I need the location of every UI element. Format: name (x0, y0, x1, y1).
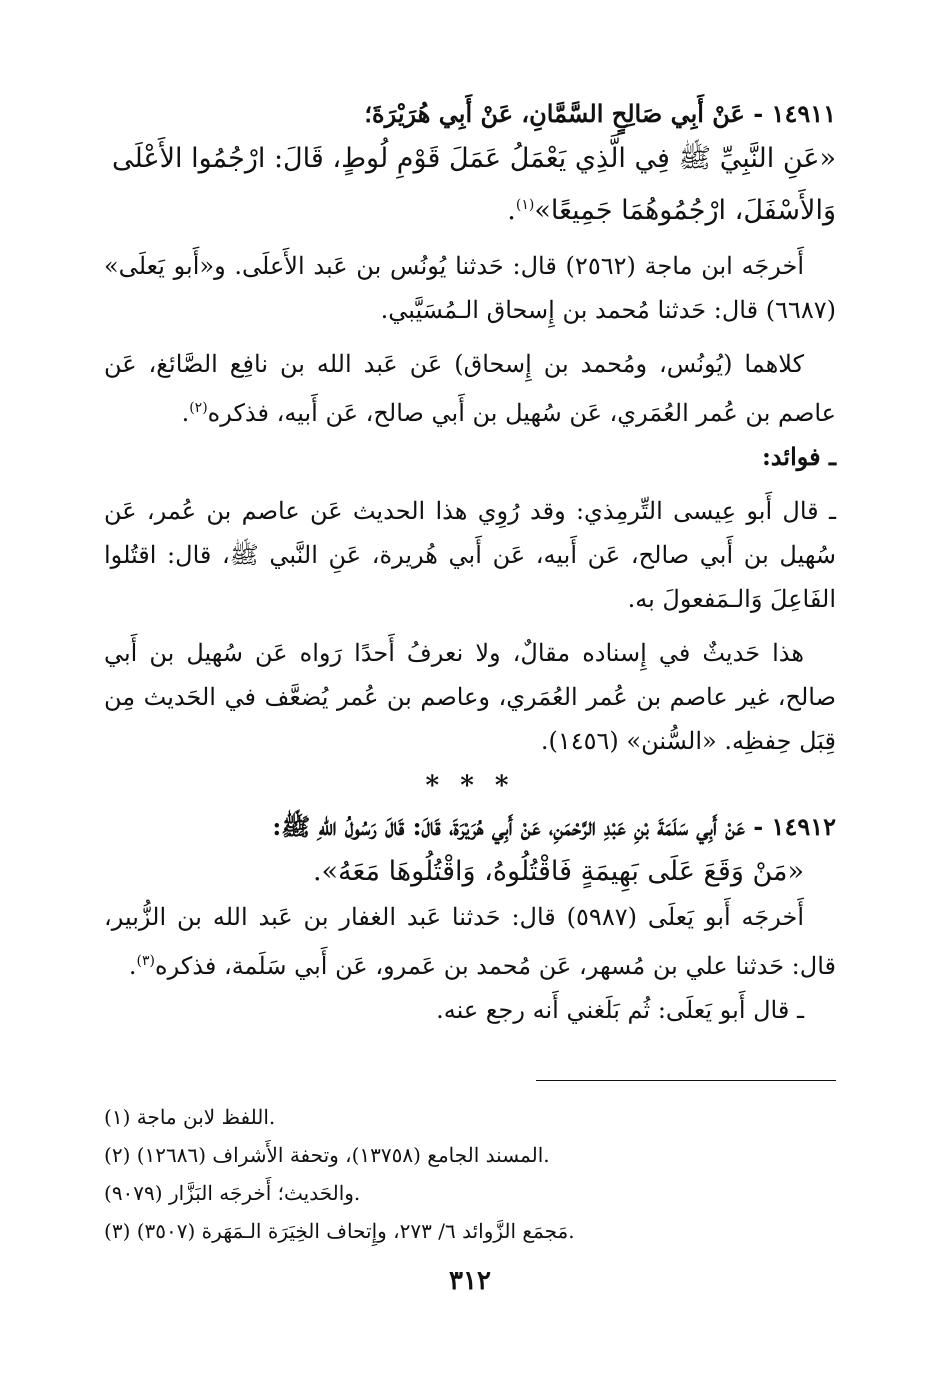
footnote-ref-3: (٣) (136, 953, 155, 969)
hadith-14912-matn: «مَنْ وَقَعَ عَلَى بَهِيمَةٍ فَاقْتُلُوهُ، وَاقْتُلُوهَا مَعَهُ». (312, 856, 804, 887)
footnote-ref-1: (١) (515, 197, 535, 213)
section-separator: * * * (425, 771, 515, 801)
footnote-ref-2: (٢) (189, 400, 208, 416)
takhrij-text: كلاهما (يُونُس، ومُحمد بن إِسحاق) عَن عَبد الله بن نافِع الصَّائغ، عَن عاصم بن عُمر العُمَري، عَن سُهيل بن أَبي صالح، عَن أَبيه، فذكره (104, 350, 836, 427)
footnote-1: (١) اللفظ لابن ماجة. (104, 1105, 276, 1129)
footnotes (104, 1098, 836, 1250)
hadith-14911-isnad: ١٤٩١١ - عَنْ أَبِي صَالِحٍ السَّمَّانِ، عَنْ أَبِي هُرَيْرَةَ؛ (364, 99, 836, 128)
takhrij-paragraph: أَخرجَه أَبو يَعلَى (٥٩٨٧) قال: حَدثنا عَبد الغفار بن عَبد الله بن الزُّبير، قال: حَدثنا علي بن مُسهر، عَن مُحمد بن عَمرو، عَن أَبي سَلَمة، فذكره$^{(٣)}$. (104, 903, 836, 980)
fawaid-paragraph: ـ قال أَبو عِيسى التِّرمِذي: وقد رُوِي هذا الحديث عَن عاصم بن عُمر، عَن سُهيل بن أَبي صالح، عَن أَبيه، عَن أَبي هُريرة، عَنِ النَّبي ﷺ، قال: اقتُلوا الفَاعِلَ وَالـمَفعولَ به. (104, 497, 836, 613)
footnote-2-continuation: والحَديث؛ أَخرجَه البَزَّار (٩٠٧٩). (104, 1181, 361, 1205)
matn-text: «عَنِ النَّبِيِّ ﷺ فِي الَّذِي يَعْمَلُ عَمَلَ قَوْمِ لُوطٍ، قَالَ: ارْجُمُوا الأَعْلَى وَالأَسْفَلَ، ارْجُمُوهُمَا جَمِيعًا» (112, 143, 836, 226)
takhrij-paragraph: كلاهما (يُونُس، ومُحمد بن إِسحاق) عَن عَبد الله بن نافِع الصَّائغ، عَن عاصم بن عُمر العُمَري، عَن سُهيل بن أَبي صالح، عَن أَبيه، فذكره$^{(٢)}$. (104, 350, 836, 427)
abu-yala-note: ـ قال أَبو يَعلَى: ثُم بَلَغني أَنه رجع عنه. (436, 996, 804, 1024)
hadith-14911-matn: «عَنِ النَّبِيِّ ﷺ فِي الَّذِي يَعْمَلُ عَمَلَ قَوْمِ لُوطٍ، قَالَ: ارْجُمُوا الأَعْلَى وَالأَسْفَلَ، ارْجُمُوهُمَا جَمِيعًا»$^{(١)}$. (112, 143, 836, 226)
takhrij-text: أَخرجَه أَبو يَعلَى (٥٩٨٧) قال: حَدثنا عَبد الغفار بن عَبد الله بن الزُّبير، قال: حَدثنا علي بن مُسهر، عَن مُحمد بن عَمرو، عَن أَبي سَلَمة، فذكره (104, 903, 836, 980)
hadith-14912-isnad: ١٤٩١٢ - عَنْ أَبِي سَلَمَةَ بْنِ عَبْدِ الرَّحْمَنِ، عَنْ أَبِي هُرَيْرَةَ، قَالَ: قَالَ رَسُولُ اللهِ ﷺ: (272, 812, 836, 841)
footnote-2: (٢) المسند الجامع (١٣٧٥٨)، وتحفة الأَشراف (١٢٦٨٦). (104, 1143, 550, 1167)
takhrij-paragraph: أَخرجَه ابن ماجة (٢٥٦٢) قال: حَدثنا يُونُس بن عَبد الأَعلَى. و«أَبو يَعلَى» (٦٦٨٧) قال: حَدثنا مُحمد بن إِسحاق الـمُسَيَّبي. (104, 252, 836, 324)
footnote-divider (536, 1080, 836, 1081)
footnote-3: (٣) مَجمَع الزَّوائد ٦/ ٢٧٣، وإِتحاف الخِيَرَة الـمَهَرة (٣٥٠٧). (104, 1219, 575, 1243)
fawaid-paragraph: هذا حَديثٌ في إِسناده مقالٌ، ولا نعرفُ أَحدًا رَواه عَن سُهيل بن أَبي صالح، غير عاصم بن عُمر العُمَري، وعاصم بن عُمر يُضعَّف في الحَديث مِن قِبَل حِفظِه. «السُّنن» (١٤٥٦). (104, 639, 836, 755)
page-number: ٣١٢ (449, 1266, 491, 1296)
fawaid-heading: ـ فوائد: (761, 442, 836, 471)
